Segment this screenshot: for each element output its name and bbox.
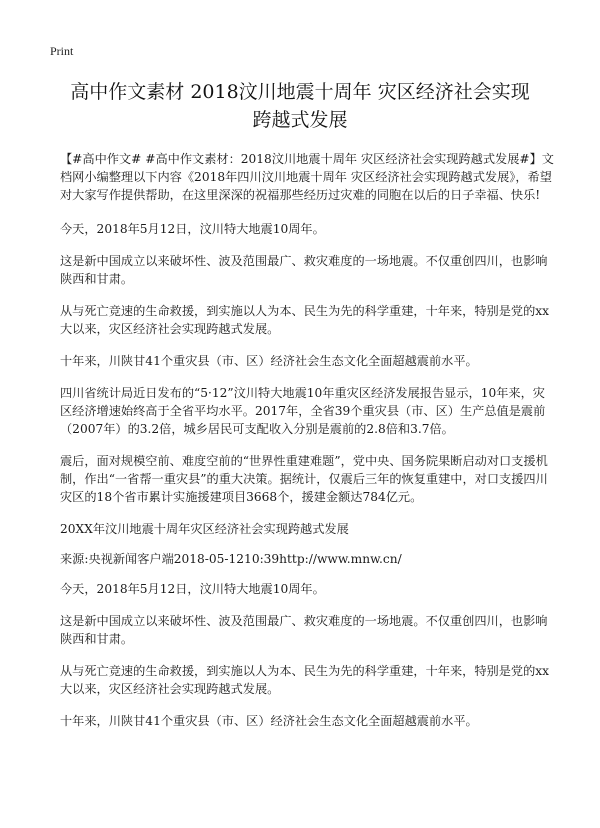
paragraph: 十年来，川陕甘41个重灾县（市、区）经济社会生态文化全面超越震前水平。 <box>60 354 478 368</box>
paragraph: 从与死亡竞速的生命救援，到实施以人为本、民生为先的科学重建，十年来，特别是党的xx大以来，灾区经济社会实现跨越式发展。 <box>60 304 550 336</box>
section-heading: 20XX年汶川地震十周年灾区经济社会实现跨越式发展 <box>60 522 349 536</box>
paragraph: 从与死亡竞速的生命救援，到实施以人为本、民生为先的科学重建，十年来，特别是党的xx大以来，灾区经济社会实现跨越式发展。 <box>60 664 550 696</box>
title-line-2: 跨越式发展 <box>252 109 348 131</box>
paragraph: 这是新中国成立以来破坏性、波及范围最广、救灾难度的一场地震。不仅重创四川，也影响陕西和甘肃。 <box>60 614 548 646</box>
intro-paragraph: 【#高中作文# #高中作文素材：2018汶川地震十周年 灾区经济社会实现跨越式发展#】文档网小编整理以下内容《2018年四川汶川地震十周年 灾区经济社会实现跨越式发展》，希望对大家写作提供帮助，在这里深深的祝福那些经历过灾难的同胞在以后的日子幸福、快乐! <box>60 152 554 202</box>
paragraph: 今天，2018年5月12日，汶川特大地震10周年。 <box>60 222 325 236</box>
paragraph: 这是新中国成立以来破坏性、波及范围最广、救灾难度的一场地震。不仅重创四川，也影响陕西和甘肃。 <box>60 254 548 286</box>
source-line: 来源:央视新闻客户端2018-05-1210:39http://www.mnw.cn/ <box>60 552 402 566</box>
paragraph: 今天，2018年5月12日，汶川特大地震10周年。 <box>60 582 325 596</box>
article-body <box>60 150 554 744</box>
title-line-1: 高中作文素材 2018汶川地震十周年 灾区经济社会实现 <box>70 81 530 103</box>
paragraph: 四川省统计局近日发布的“5·12”汶川特大地震10年重灾区经济发展报告显示，10年来，灾区经济增速始终高于全省平均水平。2017年，全省39个重灾县（市、区）生产总值是震前（2007年）的3.2倍，城乡居民可支配收入分别是震前的2.8倍和3.7倍。 <box>60 386 546 436</box>
print-link[interactable]: Print <box>50 44 74 58</box>
paragraph: 十年来，川陕甘41个重灾县（市、区）经济社会生态文化全面超越震前水平。 <box>60 714 478 728</box>
article-title <box>40 78 560 134</box>
paragraph: 震后，面对规模空前、难度空前的“世界性重建难题”，党中央、国务院果断启动对口支援机制，作出“一省帮一重灾县”的重大决策。据统计，仅震后三年的恢复重建中，对口支援四川灾区的18个省市累计实施援建项目3668个，援建金额达784亿元。 <box>60 454 548 504</box>
